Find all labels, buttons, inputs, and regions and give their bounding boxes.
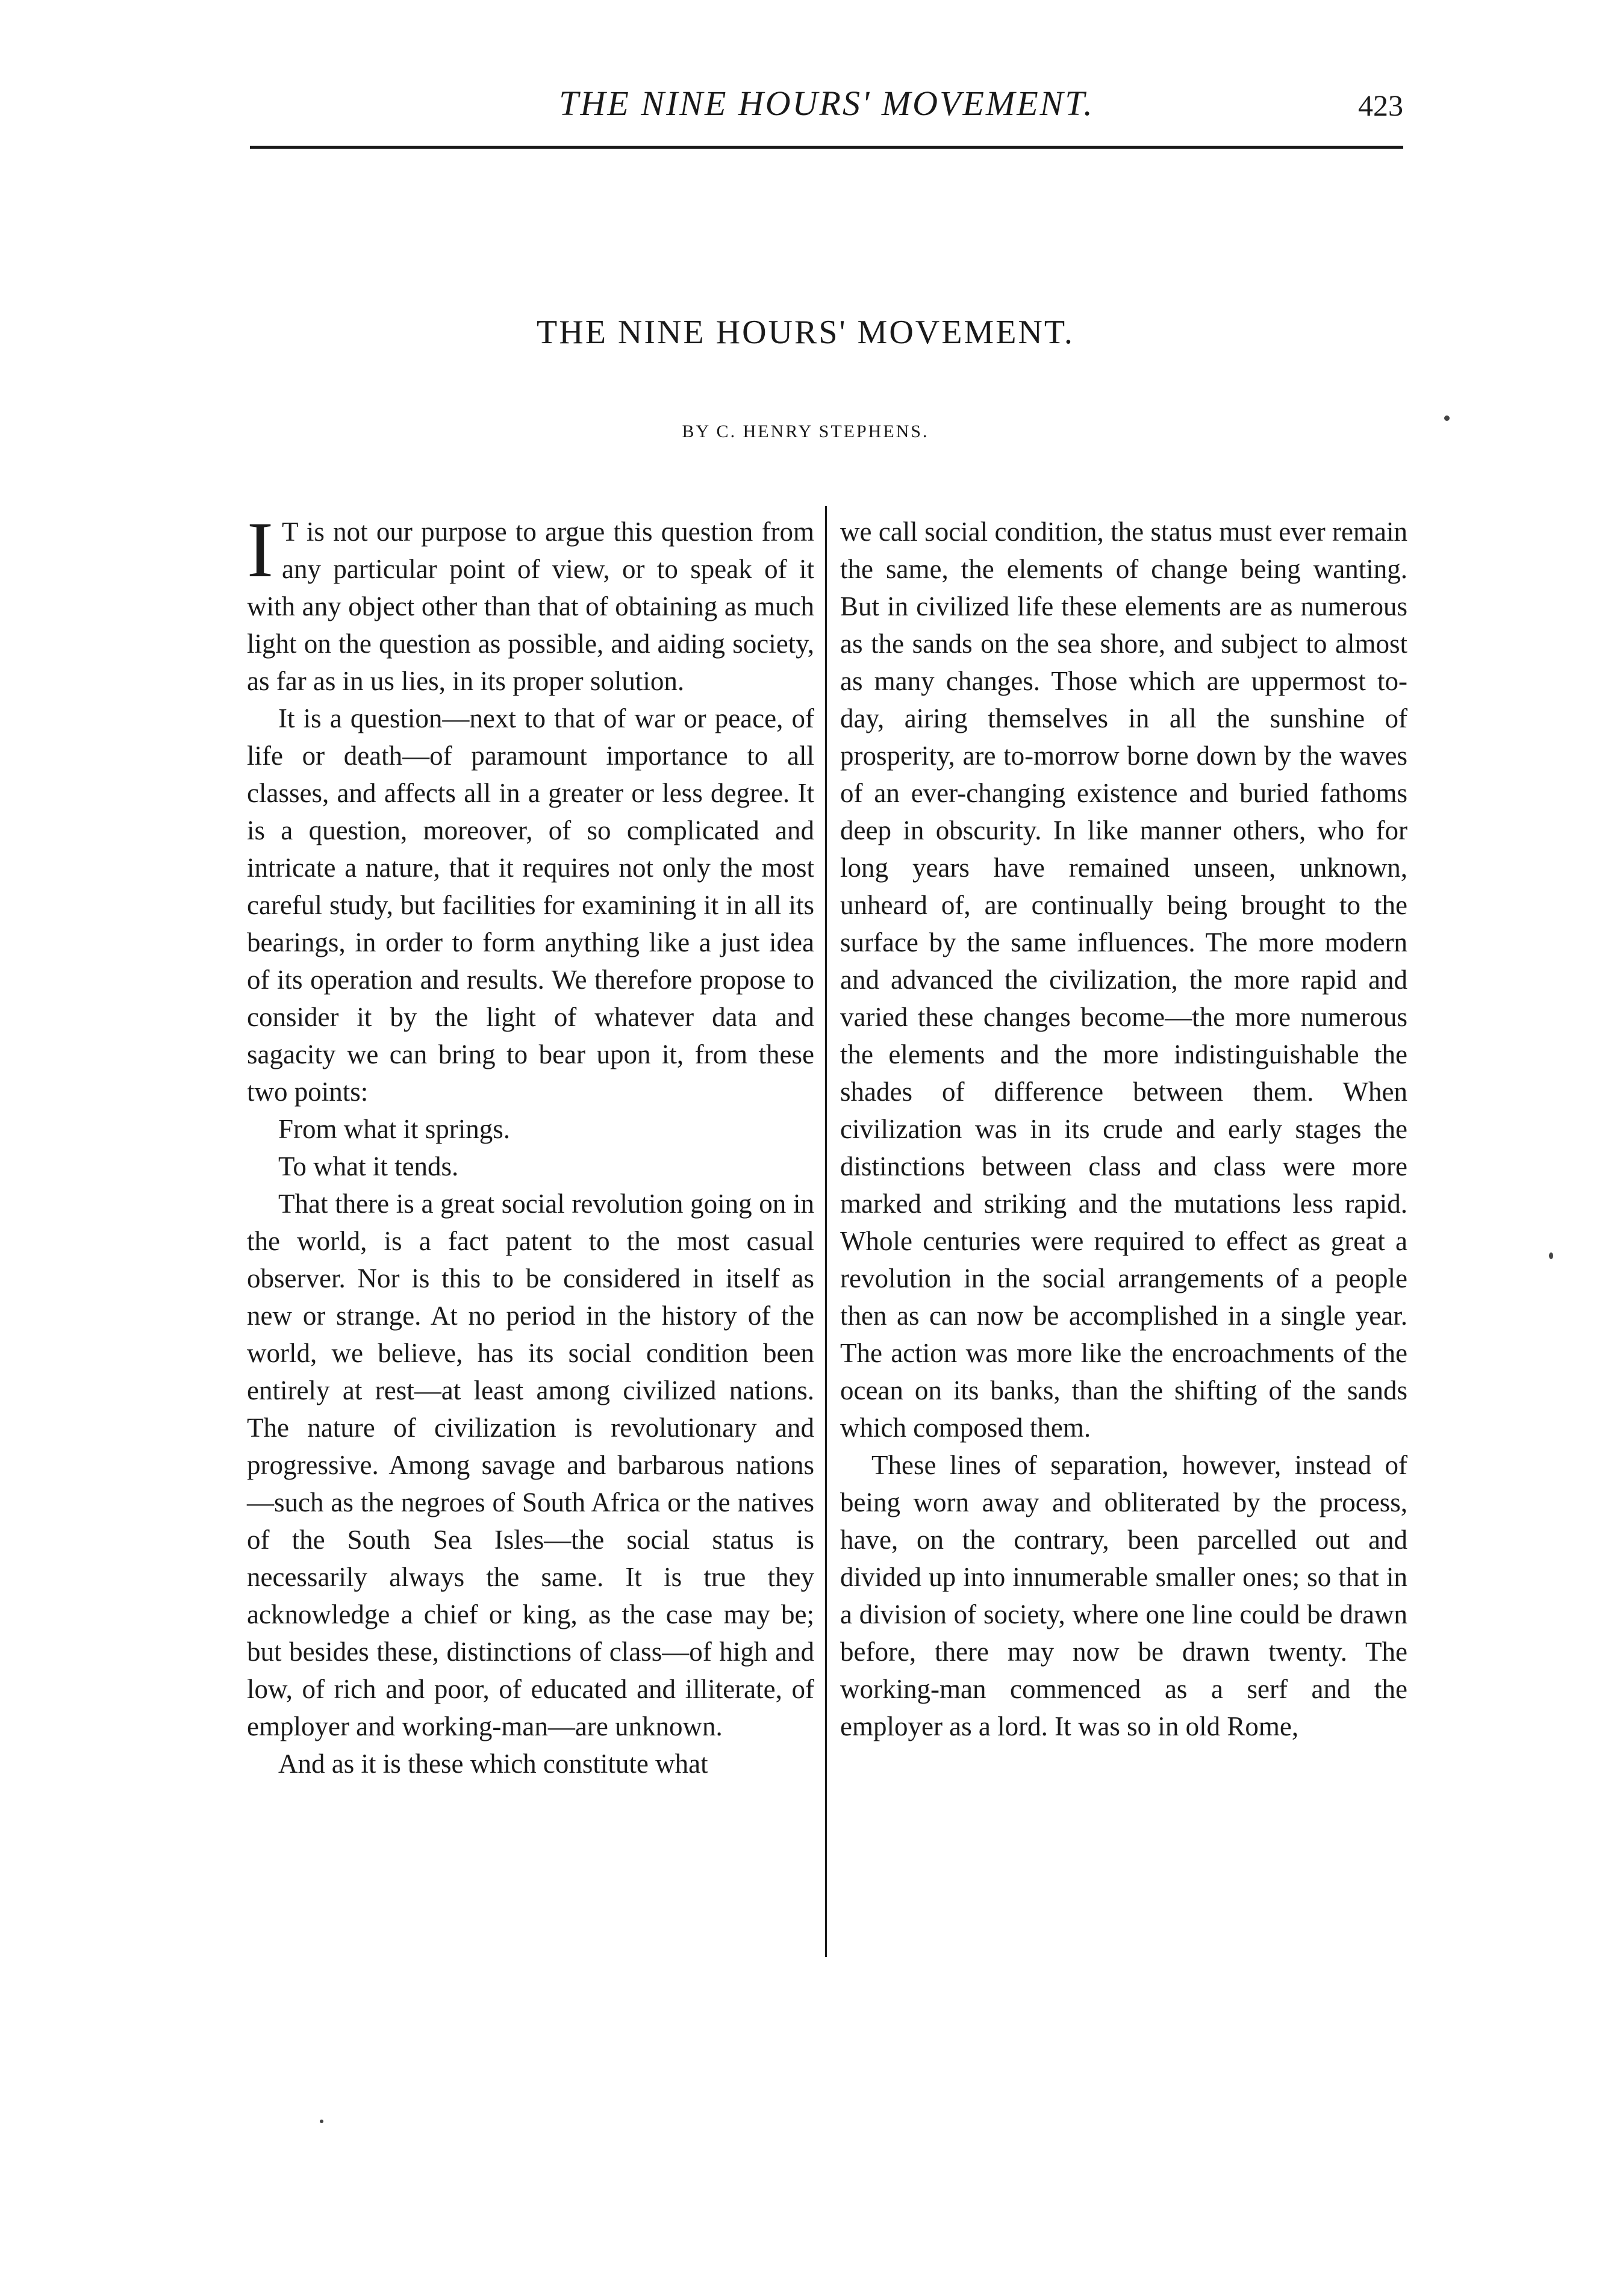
paragraph: And as it is these which constitute what	[278, 1749, 708, 1779]
column-divider	[825, 506, 827, 1957]
paragraph: From what it springs.	[278, 1114, 511, 1144]
paragraph-text: T is not our purpose to argue this question from any particular point of view, or to speak of it with any object other than that of obtaining as much light on the question as possible, and aiding society, as far as in us lies, in its proper solution.	[247, 517, 814, 696]
scan-speck	[1549, 1252, 1553, 1259]
running-title: THE NINE HOURS' MOVEMENT.	[559, 84, 1094, 123]
paragraph: These lines of separation, however, instead of being worn away and obliterated by the process, have, on the contrary, been parcelled out and divided up into innumerable smaller ones; so that in a division of society, where one line could be drawn before, there may now be drawn twenty. The working-man commenced as a serf and the employer as a lord. It was so in old Rome,	[840, 1450, 1407, 1741]
byline: BY C. HENRY STEPHENS.	[682, 422, 929, 441]
page-number: 423	[1358, 89, 1403, 122]
article-title: THE NINE HOURS' MOVEMENT.	[537, 314, 1074, 351]
paragraph: To what it tends.	[278, 1151, 459, 1181]
paragraph	[247, 505, 814, 700]
scan-speck	[1444, 415, 1450, 421]
running-head	[250, 83, 1403, 155]
paragraph: That there is a great social revolution going on in the world, is a fact patent to the most casual observer. Nor is this to be considered in itself as new or strange. At no period in the history of the world, we believe, has its social condition been entirely at rest—at least among civilized nations. The nature of civilization is revolutionary and progressive. Among savage and barbarous nations—such as the negroes of South Africa or the natives of the South Sea Isles—the social status is necessarily always the same. It is true they acknowledge a chief or king, as the case may be; but besides these, distinctions of class—of high and low, of rich and poor, of educated and illiterate, of employer and working-man—are unknown.	[247, 1189, 814, 1741]
paragraph: we call social condition, the status must ever remain the same, the elements of change being wanting. But in civilized life these elements are as numerous as the sands on the sea shore, and subject to almost as many changes. Those which are uppermost to-day, airing themselves in all the sunshine of prosperity, are to-morrow borne down by the waves of an ever-changing existence and buried fathoms deep in obscurity. In like manner others, who for long years have remained unseen, unknown, unheard of, are continually being brought to the surface by the same influences. The more modern and advanced the civilization, the more rapid and varied these changes become—the more numerous the elements and the more indistinguishable the shades of difference between them. When civilization was in its crude and early stages the distinctions between class and class were more marked and striking and the mutations less rapid. Whole centuries were required to effect as great a revolution in the social arrangements of a people then as can now be accomplished in a single year. The action was more like the encroachments of the ocean on its banks, than the shifting of the sands which composed them.	[840, 517, 1407, 1443]
left-column	[247, 505, 814, 1782]
paragraph: It is a question—next to that of war or peace, of life or death—of paramount importance to all classes, and affects all in a greater or less degree. It is a question, moreover, of so complicated and intricate a nature, that it requires not only the most careful study, but facilities for examining it in all its bearings, in order to form anything like a just idea of its operation and results. We therefore propose to consider it by the light of whatever data and sagacity we can bring to bear upon it, from these two points:	[247, 703, 814, 1107]
right-column	[840, 513, 1407, 1745]
scan-speck	[320, 2120, 323, 2123]
header-rule	[250, 146, 1403, 149]
drop-cap: I	[247, 505, 273, 594]
